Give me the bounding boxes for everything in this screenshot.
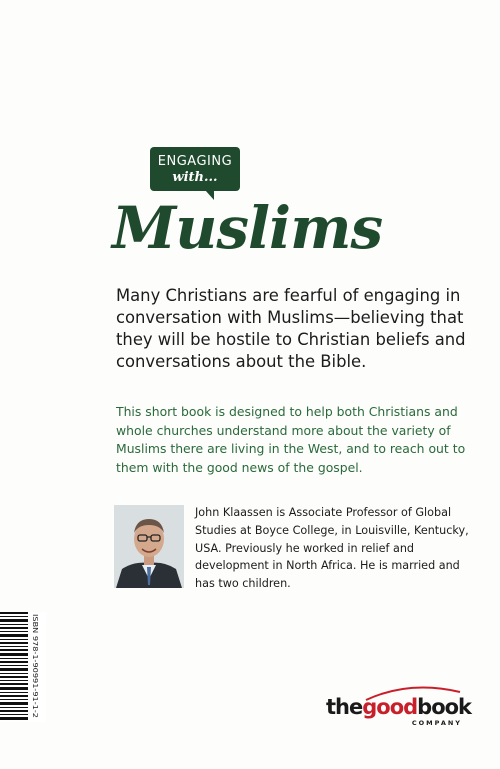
series-badge-line1: ENGAGING [157, 154, 233, 169]
book-title: Muslims [112, 194, 383, 262]
series-badge-line2: with... [172, 170, 218, 185]
publisher-name-suffix: book [417, 695, 472, 719]
isbn-label [30, 612, 42, 722]
publisher-subtitle: COMPANY [411, 719, 462, 727]
author-photo [114, 505, 184, 588]
isbn-text: ISBN 978-1-90991-91-1-2 [31, 614, 40, 706]
publisher-name [326, 695, 471, 719]
author-bio: John Klaassen is Associate Professor of Global Studies at Boyce College, in Louisville, Kentucky, USA. Previously he worked in relief and development in North Africa. He is married and has two children. [195, 506, 469, 591]
publisher-name-highlight: good [362, 695, 418, 719]
series-badge [150, 147, 240, 191]
lead-paragraph: Many Christians are fearful of engaging in conversation with Muslims—believing that they will be hostile to Christian beliefs and conversations about the Bible. [116, 286, 466, 371]
publisher-name-prefix: the [326, 695, 363, 719]
description-paragraph: This short book is designed to help both Christians and whole churches understand more about the variety of Muslims there are living in the West, and to reach out to them with the good news of the gospel. [116, 404, 466, 475]
publisher-logo [326, 682, 472, 732]
